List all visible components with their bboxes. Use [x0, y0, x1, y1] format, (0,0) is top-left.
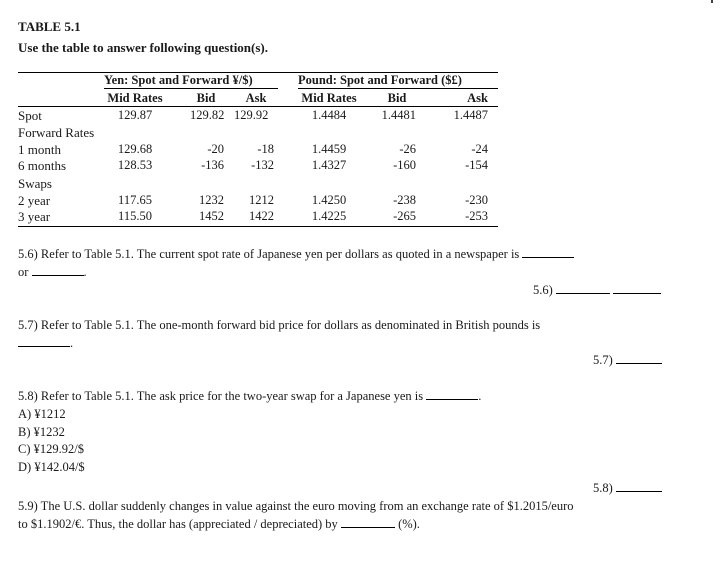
answer-blank	[18, 336, 70, 347]
table-header-rule	[18, 106, 498, 107]
answer-5-7	[593, 353, 662, 368]
option-d: D) ¥142.04/$	[18, 460, 85, 474]
answer-blank	[426, 389, 478, 400]
col-yen-mid: Mid Rates	[107, 91, 163, 105]
answer-5-8	[593, 481, 662, 496]
yen-ask-cell: 129.92	[234, 108, 269, 122]
col-gbp-bid: Bid	[387, 91, 407, 105]
yen-mid-cell: 129.87	[117, 108, 153, 122]
pound-header-rule	[298, 88, 498, 89]
row-label: 2 year	[18, 193, 51, 208]
yen-bid-cell: 1452	[199, 209, 224, 223]
col-yen-bid: Bid	[196, 91, 216, 105]
yen-bid-cell: 129.82	[190, 108, 225, 122]
question-5-6-cont: or .	[18, 265, 87, 279]
answer-blank	[341, 517, 395, 528]
yen-group-header: Yen: Spot and Forward ¥/$)	[104, 73, 253, 87]
yen-mid-cell: 115.50	[118, 209, 152, 223]
col-gbp-ask: Ask	[467, 91, 488, 105]
pound-group-header: Pound: Spot and Forward ($£)	[298, 73, 462, 87]
yen-ask-cell: 1422	[249, 209, 274, 223]
question-5-9-unit: (%).	[398, 517, 420, 531]
gbp-bid-cell: 1.4481	[381, 108, 416, 122]
question-5-6-or: or	[18, 265, 29, 279]
yen-bid-cell: 1232	[199, 193, 224, 207]
gbp-ask-cell: -230	[465, 193, 488, 207]
row-label-swaps: Swaps	[18, 176, 52, 191]
question-5-9-text: to $1.1902/€. Thus, the dollar has (appreciated / depreciated) by	[18, 517, 338, 531]
col-yen-ask: Ask	[245, 91, 267, 105]
row-label: 3 year	[18, 209, 51, 224]
table-bottom-rule	[18, 226, 498, 227]
question-5-8: 5.8) Refer to Table 5.1. The ask price for the two-year swap for a Japanese yen is .	[18, 389, 482, 403]
gbp-mid-cell: 1.4327	[311, 158, 347, 172]
gbp-ask-cell: -253	[465, 209, 488, 223]
answer-number: 5.7)	[593, 353, 613, 367]
question-5-7-cont: .	[18, 336, 73, 351]
yen-mid-cell: 128.53	[117, 158, 153, 172]
answer-blank	[522, 247, 574, 258]
question-5-6-text: 5.6) Refer to Table 5.1. The current spot rate of Japanese yen per dollars as quoted in a newspaper is	[18, 247, 520, 261]
answer-number: 5.6)	[533, 283, 553, 297]
gbp-ask-cell: -154	[465, 158, 488, 172]
yen-ask-cell: 1212	[249, 193, 274, 207]
answer-blank	[616, 353, 662, 364]
yen-mid-cell: 129.68	[117, 142, 153, 156]
gbp-ask-cell: 1.4487	[453, 108, 488, 122]
question-5-6	[18, 247, 574, 262]
answer-blank	[616, 481, 662, 492]
option-c: C) ¥129.92/$	[18, 442, 84, 456]
table-instruction: Use the table to answer following question(s).	[18, 40, 269, 55]
yen-header-rule	[104, 88, 278, 89]
option-b: B) ¥1232	[18, 425, 65, 439]
row-label: 6 months	[18, 158, 67, 173]
row-label: 1 month	[18, 142, 61, 157]
question-5-9-line1: 5.9) The U.S. dollar suddenly changes in value against the euro moving from an exchange rate of $1.2015/euro	[18, 499, 574, 513]
row-label: Spot	[18, 108, 42, 123]
gbp-mid-cell: 1.4225	[311, 209, 347, 223]
gbp-bid-cell: -160	[393, 158, 416, 172]
yen-ask-cell: -132	[251, 158, 274, 172]
question-5-7: 5.7) Refer to Table 5.1. The one-month forward bid price for dollars as denominated in British pounds is	[18, 318, 541, 332]
question-5-9-line2	[18, 517, 420, 532]
row-label-forward-rates: Forward Rates	[18, 125, 95, 140]
answer-blank	[613, 283, 661, 294]
yen-mid-cell: 117.65	[118, 193, 152, 207]
table-title: TABLE 5.1	[18, 19, 81, 34]
question-5-8-text: 5.8) Refer to Table 5.1. The ask price for the two-year swap for a Japanese yen is	[18, 389, 424, 403]
corner-mark-icon	[711, 0, 713, 3]
answer-5-6	[533, 283, 661, 298]
gbp-ask-cell: -24	[471, 142, 488, 156]
answer-blank	[32, 265, 84, 276]
col-gbp-mid: Mid Rates	[301, 91, 357, 105]
gbp-mid-cell: 1.4459	[311, 142, 347, 156]
yen-ask-cell: -18	[257, 142, 274, 156]
gbp-mid-cell: 1.4250	[311, 193, 347, 207]
answer-number: 5.8)	[593, 481, 613, 495]
gbp-bid-cell: -238	[393, 193, 416, 207]
option-a: A) ¥1212	[18, 407, 66, 421]
gbp-bid-cell: -265	[393, 209, 416, 223]
yen-bid-cell: -136	[201, 158, 224, 172]
gbp-bid-cell: -26	[399, 142, 416, 156]
yen-bid-cell: -20	[207, 142, 224, 156]
gbp-mid-cell: 1.4484	[311, 108, 347, 122]
answer-blank	[556, 283, 610, 294]
